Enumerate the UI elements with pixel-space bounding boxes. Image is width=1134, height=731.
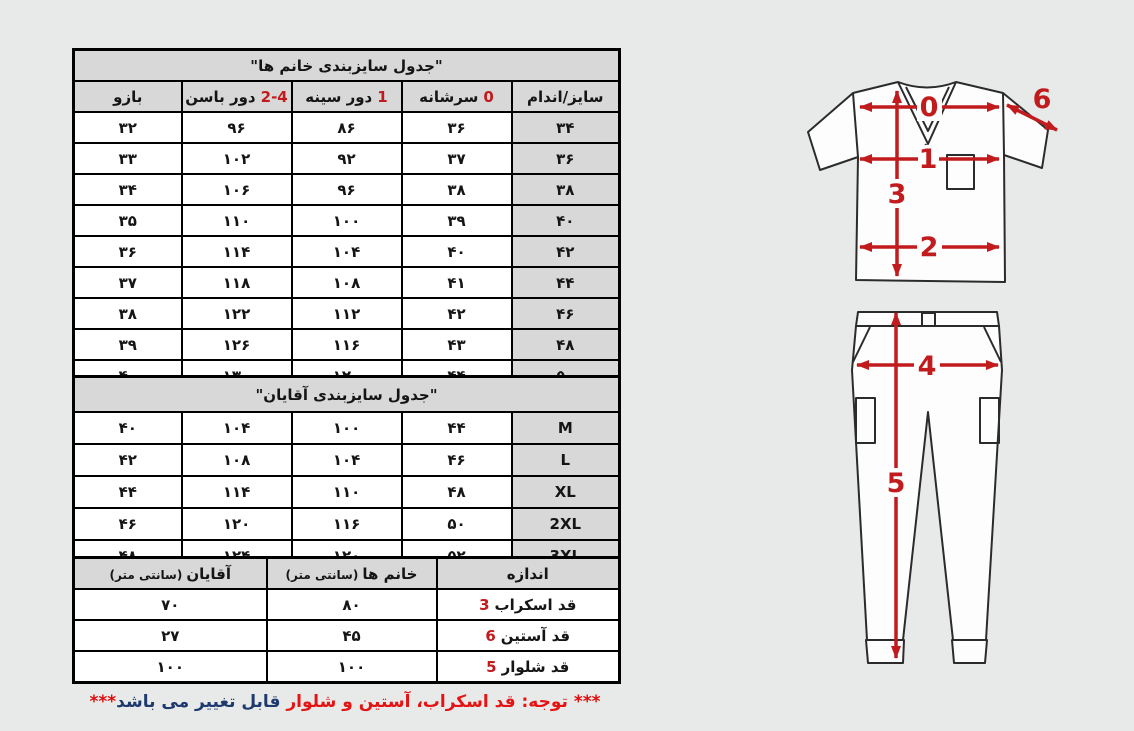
- value-cell: ۸۰: [267, 589, 437, 620]
- header-label: سرشانه: [419, 87, 479, 106]
- value-cell: ۳۴: [74, 174, 182, 205]
- value-cell: ۳۶: [402, 112, 512, 143]
- table-title-row: [74, 50, 620, 82]
- note-stars: ***: [573, 692, 601, 712]
- value-cell: ۴۲: [402, 298, 512, 329]
- measure-label-cell: [437, 651, 620, 683]
- value-cell: ۱۰۲: [182, 143, 292, 174]
- table-header-row: [74, 81, 620, 112]
- value-cell: ۱۰۸: [292, 267, 402, 298]
- value-cell: ۴۴: [402, 412, 512, 444]
- table-row: [74, 412, 620, 444]
- size-cell: ۴۸: [512, 329, 620, 360]
- value-cell: ۱۱۰: [292, 476, 402, 508]
- column-header-men-cm: [74, 558, 267, 590]
- measure-label: قد شلوار: [501, 657, 570, 676]
- size-cell: ۳۸: [512, 174, 620, 205]
- value-cell: ۱۰۸: [182, 444, 292, 476]
- value-cell: ۱۰۴: [182, 412, 292, 444]
- value-cell: ۴۰: [402, 236, 512, 267]
- hip-measure-label: 4: [917, 351, 937, 382]
- size-cell: ۳۶: [512, 143, 620, 174]
- table-title-row: [74, 377, 620, 413]
- alteration-note: [72, 692, 618, 712]
- measure-number: 6: [485, 626, 496, 645]
- sleeve-measure-label: 6: [1032, 84, 1052, 115]
- value-cell: ۴۵: [267, 620, 437, 651]
- size-cell: ۴۰: [512, 205, 620, 236]
- value-cell: ۹۶: [292, 174, 402, 205]
- column-header-arm: [74, 81, 182, 112]
- measurements-table: [72, 556, 621, 684]
- header-unit: (سانتی متر): [285, 567, 359, 582]
- value-cell: ۳۷: [74, 267, 182, 298]
- measure-label-cell: [437, 620, 620, 651]
- note-warning-navy: قابل تغییر می باشد: [116, 692, 281, 712]
- table-row: [74, 476, 620, 508]
- header-label: سایز/اندام: [527, 87, 604, 106]
- value-cell: ۱۰۰: [292, 205, 402, 236]
- men-table-title: "جدول سایزبندی آقایان": [74, 377, 620, 413]
- measure-label: قد اسکراب: [494, 595, 577, 614]
- table-row: [74, 236, 620, 267]
- measure-label-cell: [437, 589, 620, 620]
- women-size-table: [72, 48, 621, 393]
- header-number: 1: [377, 87, 388, 106]
- table-row: [74, 174, 620, 205]
- chest-measure-label: 1: [918, 144, 938, 175]
- scrub-length-measure-label: 3: [887, 179, 907, 210]
- value-cell: ۳۹: [74, 329, 182, 360]
- size-cell: ۳۴: [512, 112, 620, 143]
- value-cell: ۳۸: [74, 298, 182, 329]
- table-row: [74, 205, 620, 236]
- size-cell: M: [512, 412, 620, 444]
- value-cell: ۱۲۶: [182, 329, 292, 360]
- header-label: آقایان: [186, 564, 231, 583]
- measure-label: قد آستین: [500, 626, 571, 645]
- value-cell: ۱۲۰: [182, 508, 292, 540]
- value-cell: ۵۰: [402, 508, 512, 540]
- value-cell: ۳۷: [402, 143, 512, 174]
- value-cell: ۳۸: [402, 174, 512, 205]
- value-cell: ۲۷: [74, 620, 267, 651]
- table-row: [74, 112, 620, 143]
- header-label: بازو: [113, 87, 143, 106]
- value-cell: ۱۱۶: [292, 508, 402, 540]
- size-diagram: [780, 60, 1100, 700]
- scrub-top-drawing: [808, 82, 1057, 282]
- column-header-shoulder: [402, 81, 512, 112]
- column-header-chest: [292, 81, 402, 112]
- header-label: اندازه: [506, 564, 549, 583]
- men-size-table: [72, 375, 621, 574]
- shoulder-measure-label: 0: [919, 92, 939, 123]
- value-cell: ۹۶: [182, 112, 292, 143]
- header-number: 2-4: [260, 87, 288, 106]
- value-cell: ۴۸: [402, 476, 512, 508]
- column-header-measure: [437, 558, 620, 590]
- women-table-title: "جدول سایزبندی خانم ها": [74, 50, 620, 82]
- value-cell: ۳۵: [74, 205, 182, 236]
- value-cell: ۸۶: [292, 112, 402, 143]
- value-cell: ۱۰۶: [182, 174, 292, 205]
- cuff-left: [866, 640, 904, 663]
- value-cell: ۱۰۰: [292, 412, 402, 444]
- value-cell: ۱۰۴: [292, 236, 402, 267]
- pants-length-measure-label: 5: [886, 468, 906, 499]
- value-cell: ۴۴: [74, 476, 182, 508]
- note-stars: ***: [89, 692, 117, 712]
- value-cell: ۱۰۴: [292, 444, 402, 476]
- value-cell: ۱۱۰: [182, 205, 292, 236]
- value-cell: ۱۱۲: [292, 298, 402, 329]
- belt-tab: [922, 313, 935, 326]
- value-cell: ۳۶: [74, 236, 182, 267]
- table-row: [74, 620, 620, 651]
- value-cell: ۱۱۴: [182, 476, 292, 508]
- header-label: دور سینه: [305, 87, 373, 106]
- value-cell: ۴۶: [74, 508, 182, 540]
- column-header-hip: [182, 81, 292, 112]
- value-cell: ۱۱۸: [182, 267, 292, 298]
- value-cell: ۴۰: [74, 412, 182, 444]
- column-header-size: [512, 81, 620, 112]
- value-cell: ۳۳: [74, 143, 182, 174]
- size-cell: L: [512, 444, 620, 476]
- header-unit: (سانتی متر): [109, 567, 183, 582]
- table-row: [74, 589, 620, 620]
- table-row: [74, 329, 620, 360]
- cuff-right: [952, 640, 987, 663]
- value-cell: ۱۱۴: [182, 236, 292, 267]
- size-cell: ۴۴: [512, 267, 620, 298]
- measure-number: 3: [479, 595, 490, 614]
- table-row: [74, 651, 620, 683]
- header-number: 0: [483, 87, 494, 106]
- size-cell: 2XL: [512, 508, 620, 540]
- value-cell: ۹۲: [292, 143, 402, 174]
- value-cell: ۳۹: [402, 205, 512, 236]
- header-label: خانم ها: [362, 564, 418, 583]
- table-row: [74, 267, 620, 298]
- armhole-seam-right: [1003, 93, 1004, 155]
- value-cell: ۴۳: [402, 329, 512, 360]
- hem-measure-label: 2: [919, 232, 939, 263]
- value-cell: ۱۱۶: [292, 329, 402, 360]
- size-cell: ۴۲: [512, 236, 620, 267]
- value-cell: ۴۶: [402, 444, 512, 476]
- table-header-row: [74, 558, 620, 590]
- value-cell: ۱۰۰: [74, 651, 267, 683]
- scrub-pants-drawing: [852, 312, 1002, 663]
- note-warning-red: توجه: قد اسکراب، آستین و شلوار: [286, 692, 568, 712]
- value-cell: ۴۱: [402, 267, 512, 298]
- table-row: [74, 143, 620, 174]
- value-cell: ۳۲: [74, 112, 182, 143]
- table-row: [74, 444, 620, 476]
- table-row: [74, 508, 620, 540]
- measure-number: 5: [486, 657, 497, 676]
- header-label: دور باسن: [185, 87, 256, 106]
- size-cell: XL: [512, 476, 620, 508]
- value-cell: ۷۰: [74, 589, 267, 620]
- table-row: [74, 298, 620, 329]
- value-cell: ۴۲: [74, 444, 182, 476]
- value-cell: ۱۲۲: [182, 298, 292, 329]
- column-header-women-cm: [267, 558, 437, 590]
- value-cell: ۱۰۰: [267, 651, 437, 683]
- size-cell: ۴۶: [512, 298, 620, 329]
